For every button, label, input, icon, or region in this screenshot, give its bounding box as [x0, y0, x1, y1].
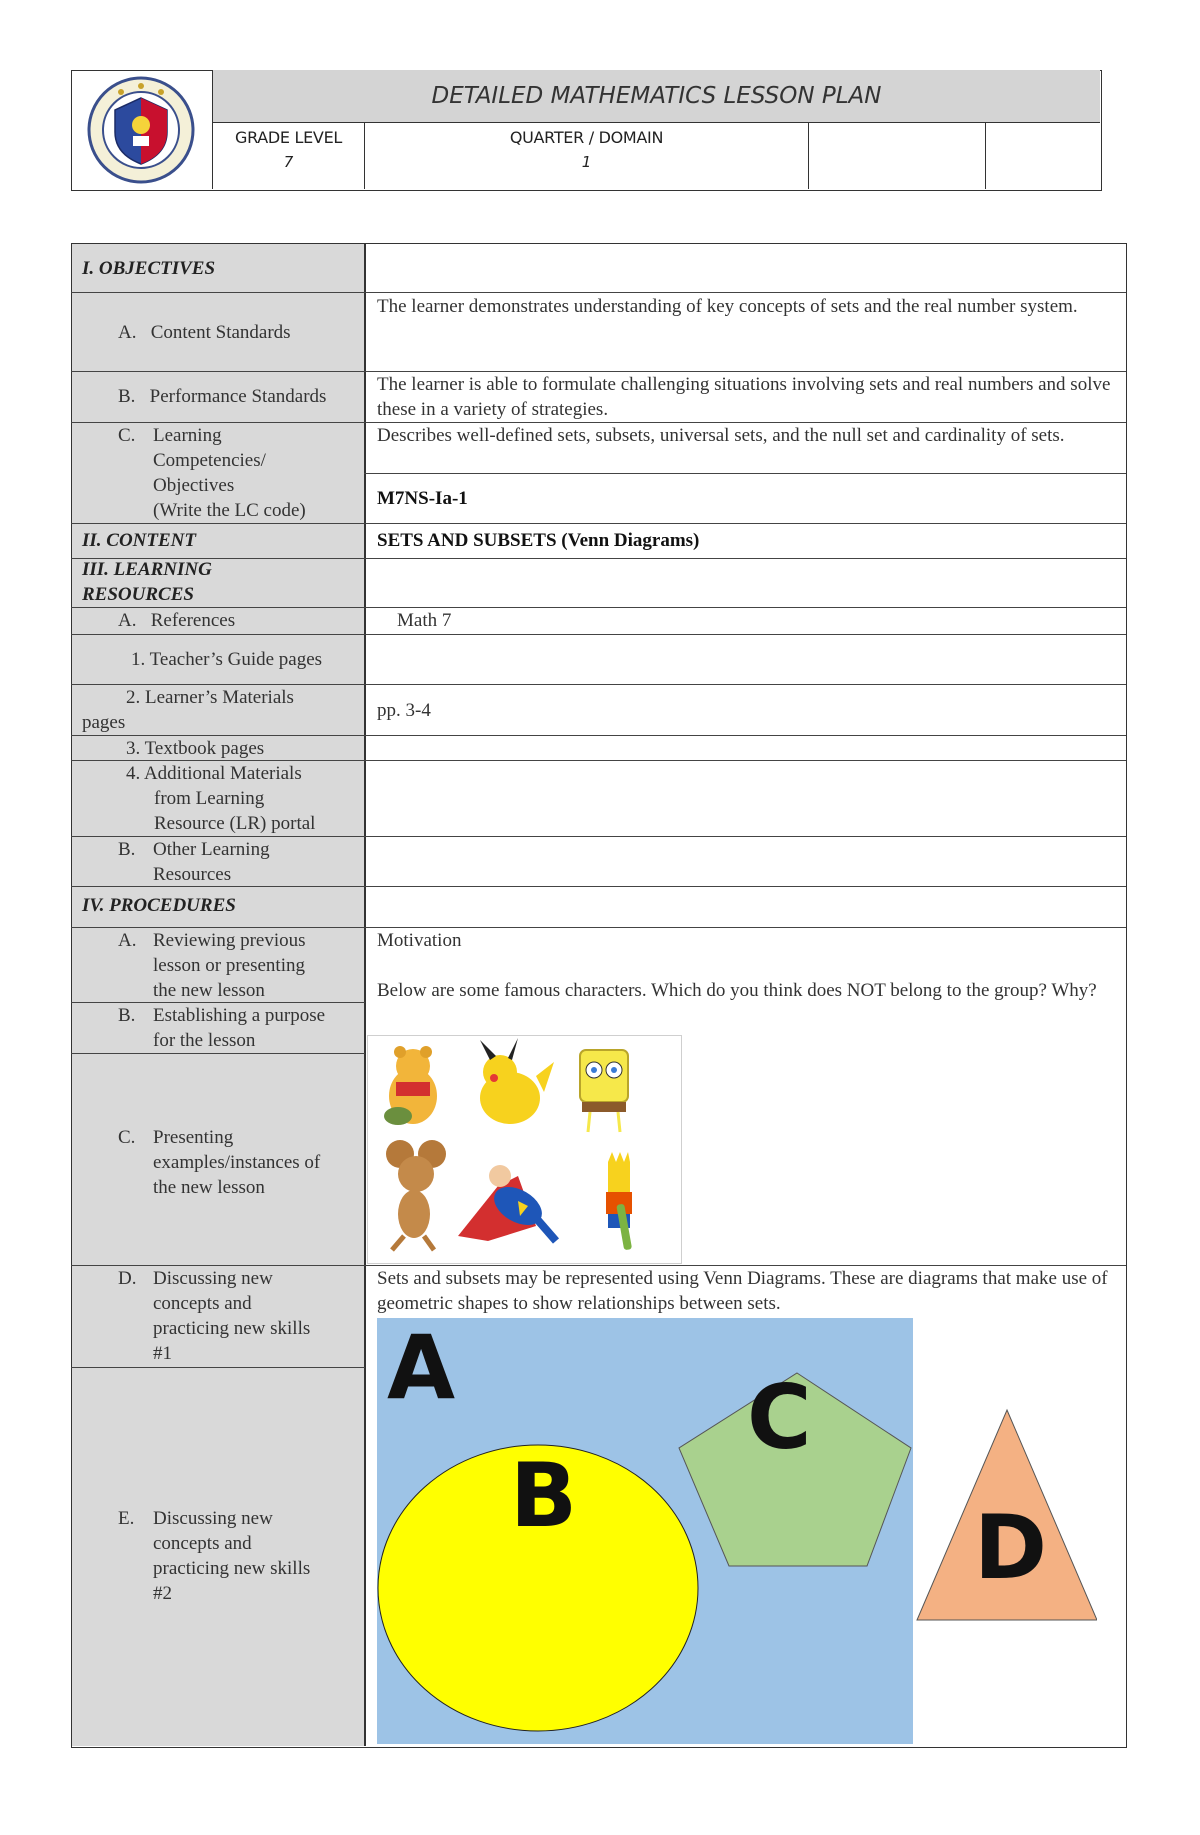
superman-character-icon [458, 1165, 556, 1241]
discussing2-letter: E. [118, 1508, 135, 1529]
spongebob-character-icon [580, 1050, 628, 1132]
venn-intro-text: Sets and subsets may be represented using Venn Diagrams. These are diagrams that make use of geometric shapes to show relationships between sets. [377, 1268, 1108, 1314]
reviewing-label: Reviewing previous lesson or presenting the new lesson [153, 930, 306, 1001]
learning-competencies-text: Describes well-defined sets, subsets, universal sets, and the null set and cardinality of sets. [377, 425, 1065, 446]
set-a-label: A [387, 1318, 456, 1419]
quarter-cell [365, 123, 809, 189]
quarter-value: 1 [581, 153, 592, 171]
performance-standards-text: The learner is able to formulate challenging situations involving sets and real numbers and solve these in a variety of strategies. [377, 374, 1111, 420]
establishing-letter: B. [118, 1005, 136, 1026]
teachers-guide-label: 1. Teacher’s Guide pages [131, 649, 323, 670]
additional-materials-label: 4. Additional Materials from Learning Resource (LR) portal [126, 763, 316, 834]
set-c-label: C [747, 1366, 812, 1469]
section-objectives: I. OBJECTIVES [82, 258, 216, 279]
presenting-letter: C. [118, 1127, 136, 1148]
motivation-text: Motivation [377, 930, 462, 951]
other-resources-letter: B. [118, 839, 136, 860]
quarter-label: QUARTER / DOMAIN [509, 128, 664, 147]
jerry-mouse-character-icon [386, 1140, 446, 1250]
presenting-label: Presenting examples/instances of the new lesson [153, 1127, 321, 1198]
references-value: Math 7 [397, 610, 452, 631]
establishing-label: Establishing a purpose for the lesson [153, 1005, 326, 1051]
discussing1-label: Discussing new concepts and practicing new skills #1 [153, 1268, 311, 1364]
learners-materials-label-2: pages [82, 712, 126, 733]
content-standards-label: A. Content Standards [118, 322, 291, 343]
content-value: SETS AND SUBSETS (Venn Diagrams) [377, 530, 700, 551]
deped-seal-icon [71, 70, 212, 189]
section-procedures: IV. PROCEDURES [82, 895, 236, 916]
lc-code: M7NS-Ia-1 [377, 488, 468, 509]
venn-diagram [377, 1318, 1097, 1746]
discussing2-label: Discussing new concepts and practicing new skills #2 [153, 1508, 311, 1604]
reviewing-letter: A. [118, 930, 137, 951]
content-standards-text: The learner demonstrates understanding of key concepts of sets and the real number system. [377, 296, 1078, 317]
header-empty-cell-1 [809, 123, 986, 189]
other-resources-label: Other Learning Resources [153, 839, 270, 885]
learning-competencies-label: Learning Competencies/ Objectives (Write the LC code) [153, 425, 306, 521]
pikachu-character-icon [480, 1038, 554, 1124]
section-content: II. CONTENT [82, 530, 197, 551]
learning-competencies-letter: C. [118, 425, 136, 446]
column-divider [364, 243, 366, 1746]
pooh-character-icon [384, 1046, 437, 1125]
motivation-question: Below are some famous characters. Which do you think does NOT belong to the group? Why? [377, 980, 1097, 1001]
section-learning-resources: III. LEARNING RESOURCES [82, 559, 212, 605]
famous-characters-image [367, 1035, 682, 1264]
learners-materials-label: 2. Learner’s Materials [126, 687, 294, 708]
bart-simpson-character-icon [606, 1152, 632, 1250]
set-d-label: D [974, 1496, 1048, 1599]
learners-materials-value: pp. 3-4 [377, 700, 431, 721]
textbook-label: 3. Textbook pages [126, 738, 265, 759]
grade-level-label: GRADE LEVEL [234, 128, 343, 147]
references-label: A. References [118, 610, 236, 631]
grade-level-cell [213, 123, 365, 189]
performance-standards-label: B. Performance Standards [118, 386, 327, 407]
discussing1-letter: D. [118, 1268, 137, 1289]
header-empty-cell-2 [986, 123, 1100, 189]
grade-level-value: 7 [283, 153, 294, 171]
set-b-label: B [510, 1444, 578, 1547]
logo-cell [71, 70, 213, 189]
lesson-plan-title: DETAILED MATHEMATICS LESSON PLAN [213, 70, 1100, 123]
